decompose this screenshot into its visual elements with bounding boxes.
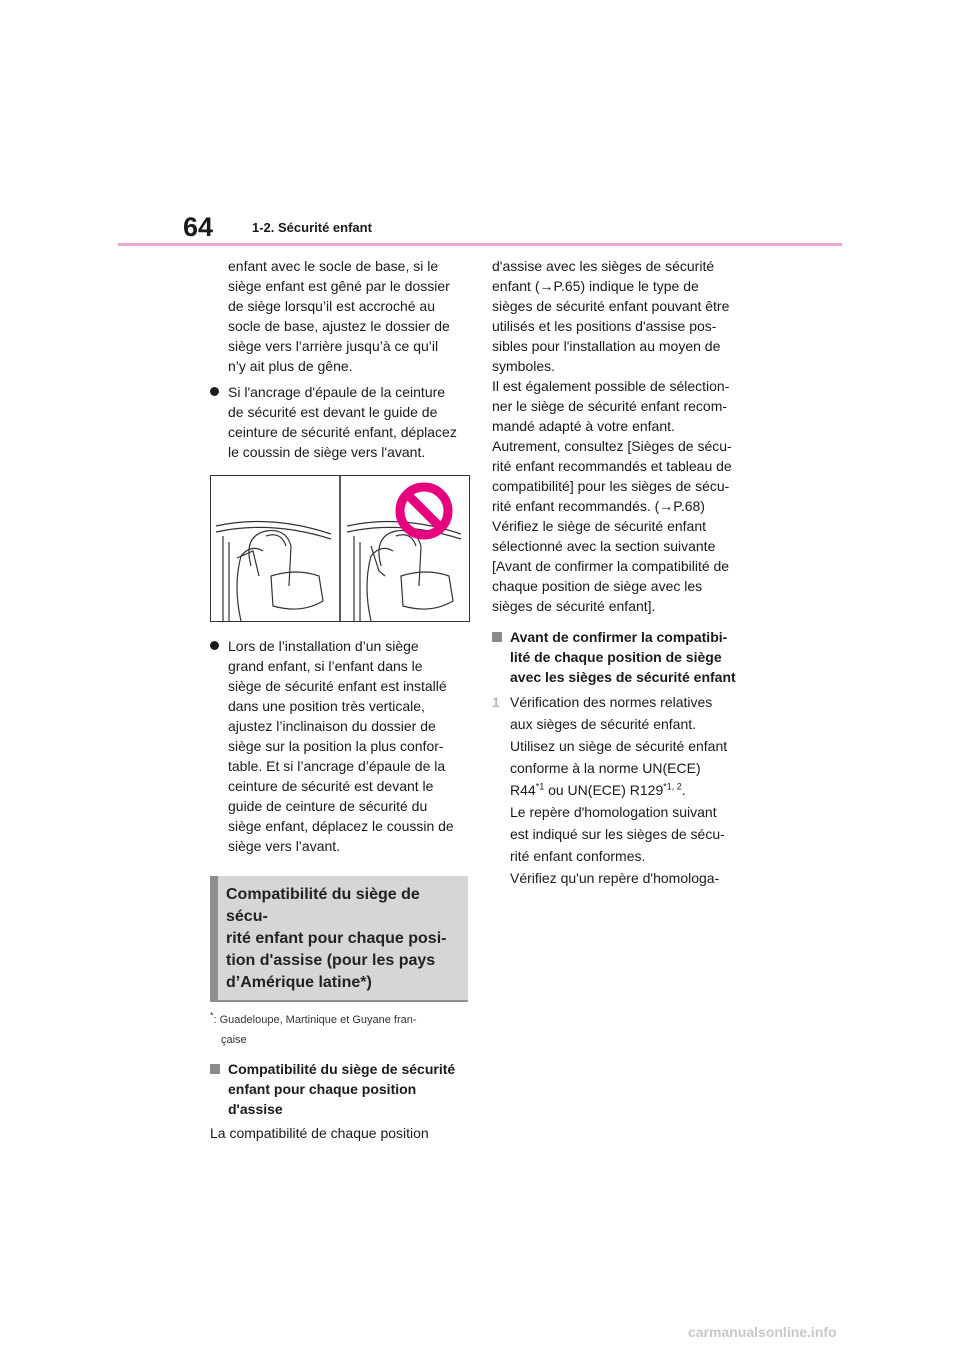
left-column <box>210 256 472 1143</box>
text-line: Le repère d'homologation suivant <box>510 804 717 820</box>
text-line: siège enfant est gêné par le dossier <box>228 278 450 294</box>
text-line: grand enfant, si l’enfant dans le <box>228 658 423 674</box>
text-line: rité enfant conformes. <box>510 848 646 864</box>
footnote-line <box>210 1010 472 1030</box>
step-item <box>492 691 754 889</box>
period: . <box>681 782 686 798</box>
text-line: [Avant de confirmer la compatibilité de <box>492 558 730 574</box>
text-line: enfant avec le socle de base, si le <box>228 258 439 274</box>
text-line: chaque position de siège avec les <box>492 578 703 594</box>
heading-line: d’Amérique latine*) <box>226 974 372 991</box>
heading-line: tion d'assise (pour les pays <box>226 952 436 969</box>
watermark: carmanualsonline.info <box>688 1324 837 1340</box>
text-line: ceinture de sécurité est devant le <box>228 778 434 794</box>
subheading-line: avec les sièges de sécurité enfant <box>510 669 736 685</box>
text-line: ceinture de sécurité enfant, déplacez <box>228 424 457 440</box>
subheading-line: enfant pour chaque position <box>228 1081 417 1097</box>
text-line: Il est également possible de sélection- <box>492 378 730 394</box>
text-line: Vérification des normes relatives <box>510 694 713 710</box>
text-line: siège de sécurité enfant est installé <box>228 678 447 694</box>
text-line: d'assise avec les sièges de sécurité <box>492 258 715 274</box>
subheading <box>492 627 754 687</box>
intro-paragraph <box>210 256 472 376</box>
text-line: est indiqué sur les sièges de sécu- <box>510 826 725 842</box>
square-bullet-icon <box>210 1064 220 1074</box>
text-line: siège vers l’avant. <box>228 838 341 854</box>
standard-r129: ou UN(ECE) R129 <box>544 782 664 798</box>
bullet-item <box>210 382 472 462</box>
footnote-ref: *1 <box>535 781 545 792</box>
text-line: mandé adapté à votre enfant. <box>492 418 675 434</box>
text-line: sièges de sécurité enfant pouvant être <box>492 298 730 314</box>
footnote <box>210 1010 472 1050</box>
bullet-item <box>210 636 472 856</box>
text-line: sièges de sécurité enfant]. <box>492 598 656 614</box>
footnote-line: çaise <box>221 1034 247 1046</box>
subheading-line: d'assise <box>228 1101 283 1117</box>
text-line: de sécurité est devant le guide de <box>228 404 438 420</box>
text-line: Autrement, consultez [Sièges de sécu- <box>492 438 732 454</box>
text-line: n’y ait plus de gêne. <box>228 358 353 374</box>
text-line: compatibilité] pour les sièges de sécu- <box>492 478 730 494</box>
section-heading-box <box>210 876 468 1002</box>
text-line: table. Et si l’ancrage d’épaule de la <box>228 758 446 774</box>
right-column <box>492 256 754 889</box>
text-line: le coussin de siège vers l'avant. <box>228 444 426 460</box>
text-line: utilisés et les positions d'assise pos- <box>492 318 717 334</box>
text-line: rité enfant recommandés. (→P.68) <box>492 498 705 514</box>
text-line: dans une position très verticale, <box>228 698 425 714</box>
standard-r44: R44 <box>510 782 536 798</box>
text-line: aux sièges de sécurité enfant. <box>510 716 697 732</box>
subheading-line: Avant de confirmer la compatibi- <box>510 629 728 645</box>
text-line: siège vers l’arrière jusqu’à ce qu’il <box>228 338 439 354</box>
text-line: de siège lorsqu’il est accroché au <box>228 298 436 314</box>
text-line: sélectionné avec la section suivante <box>492 538 716 554</box>
footnote-mark: * <box>210 1010 214 1021</box>
step-number: 1 <box>492 694 500 710</box>
bullet-dot-icon <box>210 641 219 650</box>
text-line: Vérifiez le siège de sécurité enfant <box>492 518 707 534</box>
footnote-text: : Guadeloupe, Martinique et Guyane fran- <box>213 1014 417 1026</box>
text-line: ajustez l’inclinaison du dossier de <box>228 718 436 734</box>
paragraph <box>492 256 754 616</box>
text-line: Utilisez un siège de sécurité enfant <box>510 738 728 754</box>
text-line: Vérifiez qu'un repère d'homologa- <box>510 870 720 886</box>
child-seat-illustration <box>210 475 470 622</box>
text-line: enfant (→P.65) indique le type de <box>492 278 699 294</box>
text-line: conforme à la norme UN(ECE) <box>510 760 701 776</box>
square-bullet-icon <box>492 632 502 642</box>
text-line: La compatibilité de chaque position <box>210 1125 429 1141</box>
text-line: Si l'ancrage d'épaule de la ceinture <box>228 384 446 400</box>
bullet-dot-icon <box>210 387 219 396</box>
text-line: ner le siège de sécurité enfant recom- <box>492 398 728 414</box>
illustration-svg <box>211 476 469 621</box>
subheading <box>210 1059 472 1119</box>
text-line: rité enfant recommandés et tableau de <box>492 458 732 474</box>
heading-line: Compatibilité du siège de sécu- <box>226 886 420 925</box>
subheading-line: Compatibilité du siège de sécurité <box>228 1061 456 1077</box>
text-line: sibles pour l'installation au moyen de <box>492 338 721 354</box>
section-title: 1-2. Sécurité enfant <box>252 220 372 235</box>
footnote-ref: *1, 2 <box>663 781 682 792</box>
text-line: guide de ceinture de sécurité du <box>228 798 428 814</box>
text-line: socle de base, ajustez le dossier de <box>228 318 450 334</box>
text-line: siège enfant, déplacez le coussin de <box>228 818 454 834</box>
text-line <box>510 779 754 801</box>
subheading-line: lité de chaque position de siège <box>510 649 722 665</box>
text-line: siège sur la position la plus confor- <box>228 738 444 754</box>
heading-line: rité enfant pour chaque posi- <box>226 930 447 947</box>
page-number: 64 <box>183 212 214 242</box>
text-line: symboles. <box>492 358 556 374</box>
text-line: Lors de l’installation d’un siège <box>228 638 419 654</box>
header-rule <box>118 243 842 246</box>
